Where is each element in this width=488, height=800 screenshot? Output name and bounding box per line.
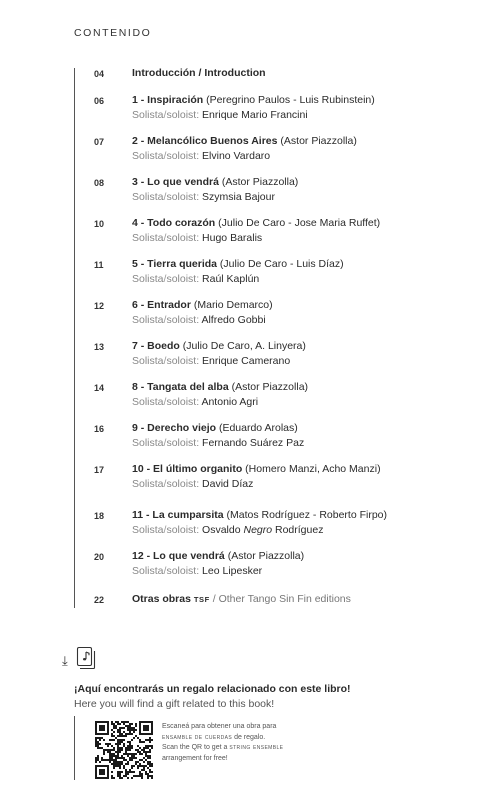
soloist-label: soloist: [166,355,200,367]
slash: / [163,150,167,162]
slash: / [163,191,167,203]
entry-title: 2 - Melancólico Buenos Aires [132,135,278,147]
slash: / [163,524,167,536]
slash: / [163,109,167,121]
page-number: 06 [94,96,105,106]
entry-composer: (Mario Demarco) [190,299,273,311]
entry-title: 7 - Boedo [132,340,180,352]
entry-title: 8 - Tangata del alba [132,381,229,393]
entry-composer: (Astor Piazzolla) [218,176,299,188]
slash: / [163,314,167,326]
soloist-name: Leo Lipesker [202,565,263,577]
page-number: 17 [94,465,105,475]
page-number: 07 [94,137,105,147]
solista-label: Solista [132,355,164,367]
solista-label: Solista [132,478,164,490]
soloist-label: soloist: [166,150,200,162]
soloist-label: soloist: [166,232,200,244]
soloist-name-c: Rodríguez [272,524,324,536]
entry-title: 12 - Lo que vendrá [132,550,225,562]
solista-label: Solista [132,314,164,326]
gift-heading-es: ¡Aquí encontrarás un regalo relacionado con este libro! [74,683,351,695]
solista-label: Solista [132,437,164,449]
gift-heading-en: Here you will find a gift related to this book! [74,698,275,710]
soloist-name: Elvino Vardaro [202,150,271,162]
solista-label: Solista [132,396,164,408]
slash: / [163,478,167,490]
page-number: 04 [94,69,105,79]
slash: / [163,355,167,367]
entry-composer: (Peregrino Paulos - Luis Rubinstein) [203,94,375,106]
solista-label: Solista [132,150,164,162]
toc-rule [74,68,75,608]
soloist-label: soloist: [166,314,200,326]
qr-code[interactable] [95,721,153,779]
soloist-name: David Díaz [202,478,254,490]
soloist-name: Enrique Camerano [202,355,291,367]
gift-download[interactable] [62,646,102,674]
solista-label: Solista [132,109,164,121]
soloist-label: soloist: [166,437,200,449]
page-number: 10 [94,219,105,229]
page-number: 08 [94,178,105,188]
solista-label: Solista [132,273,164,285]
page-number: 13 [94,342,105,352]
entry-title: 4 - Todo corazón [132,217,216,229]
soloist-label: soloist: [166,273,200,285]
page-number: 11 [94,260,104,270]
solista-label: Solista [132,565,164,577]
soloist-name-a: Osvaldo [202,524,244,536]
entry-title: 6 - Entrador [132,299,191,311]
page-number: 12 [94,301,105,311]
solista-label: Solista [132,232,164,244]
entry-composer: (Julio De Caro, A. Linyera) [179,340,306,352]
slash: / [163,437,167,449]
qr-instructions [162,722,283,764]
music-book-icon [74,646,98,670]
entry-title: 5 - Tierra querida [132,258,218,270]
soloist-name: Raúl Kaplún [202,273,260,285]
soloist-label: soloist: [166,191,200,203]
soloist-name: Enrique Mario Francini [202,109,308,121]
entry-title: 3 - Lo que vendrá [132,176,219,188]
page-number: 18 [94,511,105,521]
slash: / [163,232,167,244]
qr-text-line: Escaneá para obtener una obra para [162,723,277,730]
gift-rule [74,716,75,780]
entry-composer: (Homero Manzi, Acho Manzi) [242,463,381,475]
entry-composer: (Julio De Caro - Jose Maria Ruffet) [215,217,381,229]
qr-text-line: de regalo. [232,733,266,741]
soloist-label: soloist: [166,565,200,577]
entry-composer: (Astor Piazzolla) [228,381,309,393]
entry-composer: (Julio De Caro - Luis Díaz) [217,258,344,270]
entry-composer: (Eduardo Arolas) [216,422,298,434]
qr-text-line: Scan the QR to get a [162,744,230,751]
entry-composer: (Matos Rodríguez - Roberto Firpo) [223,509,388,521]
entry-title: 9 - Derecho viejo [132,422,217,434]
soloist-label: soloist: [166,524,200,536]
contents-heading: CONTENIDO [74,27,152,39]
page-number: 20 [94,552,105,562]
soloist-name: Antonio Agri [201,396,259,408]
soloist-label: soloist: [166,396,200,408]
qr-text-line: arrangement for free! [162,754,228,762]
entry-title: Introducción / Introduction [132,67,266,79]
slash: / [163,273,167,285]
soloist-name: Szymsia Bajour [202,191,275,203]
soloist-label: soloist: [166,109,200,121]
soloist-name: Alfredo Gobbi [201,314,266,326]
soloist-name: Fernando Suárez Paz [202,437,305,449]
solista-label: Solista [132,191,164,203]
entry-title: Otras obras [132,593,191,605]
solista-label: Solista [132,524,164,536]
entry-title: 10 - El último organito [132,463,243,475]
entry-title: 1 - Inspiración [132,94,204,106]
download-arrow-icon: ⤓ [62,653,68,668]
entry-composer: (Astor Piazzolla) [224,550,305,562]
soloist-nickname: Negro [243,524,273,536]
soloist-label: soloist: [166,478,200,490]
entry-composer: (Astor Piazzolla) [277,135,357,147]
page-number: 14 [94,383,105,393]
qr-text-emph: string ensemble [229,744,284,751]
entry-subtitle: / Other Tango Sin Fin editions [209,593,351,605]
slash: / [163,396,167,408]
slash: / [163,565,167,577]
entry-title: 11 - La cumparsita [132,509,224,521]
page-number: 22 [94,595,105,605]
soloist-name: Hugo Baralis [202,232,263,244]
page-number: 16 [94,424,105,434]
tsf-mark: TSF [193,595,210,604]
qr-text-emph: ensamble de cuerdas [162,733,233,741]
